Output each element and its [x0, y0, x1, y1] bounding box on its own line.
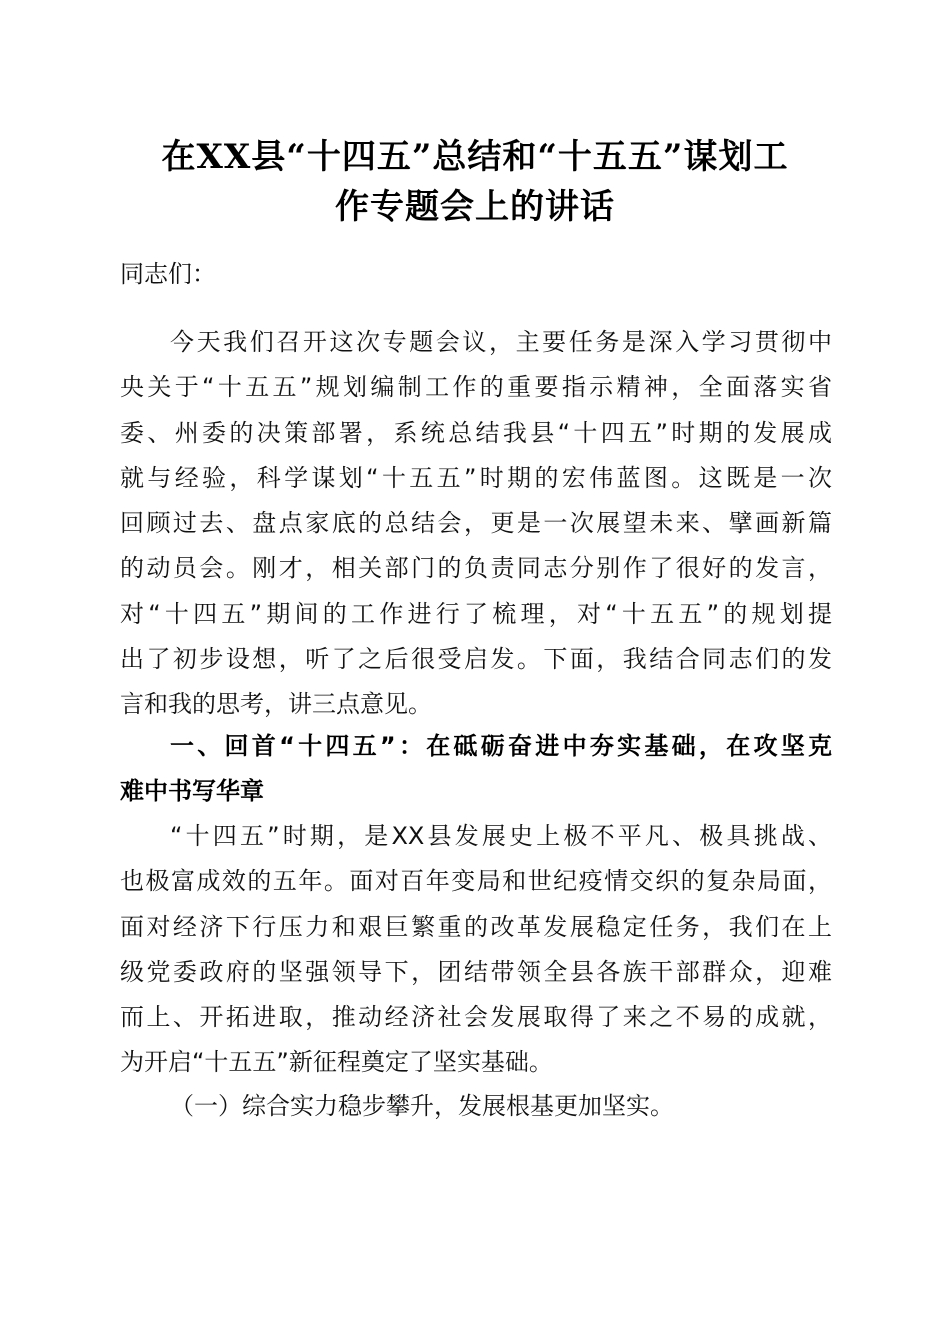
title-line: 在XX县“十四五”总结和“十五五”谋划工 — [161, 137, 789, 177]
salutation-text: 同志们： — [120, 260, 216, 288]
paragraph-line: 就与经验，科学谋划“十五五”时期的宏伟蓝图。这既是一次 — [120, 463, 832, 492]
paragraph-line: 出了初步设想，听了之后很受启发。下面，我结合同志们的发 — [120, 645, 832, 674]
section-paragraph — [120, 814, 832, 1086]
heading-line: 难中书写华章 — [120, 777, 264, 806]
paragraph-line: 而上、开拓进取，推动经济社会发展取得了来之不易的成就， — [120, 1003, 832, 1032]
paragraph-line: 对“十四五”期间的工作进行了梳理，对“十五五”的规划提 — [120, 599, 832, 628]
paragraph-line: 为开启“十五五”新征程奠定了坚实基础。 — [120, 1048, 553, 1077]
paragraph-line: 今天我们召开这次专题会议，主要任务是深入学习贯彻中 — [170, 328, 832, 356]
paragraph-line: “十四五”时期，是XX县发展史上极不平凡、极具挑战、 — [170, 822, 832, 850]
intro-paragraph — [120, 320, 832, 728]
paragraph-line: 委、州委的决策部署，系统总结我县“十四五”时期的发展成 — [120, 418, 832, 447]
paragraph-line: 回顾过去、盘点家底的总结会，更是一次展望未来、擘画新篇 — [120, 509, 832, 538]
paragraph-line: 言和我的思考，讲三点意见。 — [120, 690, 432, 719]
title-line: 作专题会上的讲话 — [335, 187, 615, 227]
paragraph-line: 央关于“十五五”规划编制工作的重要指示精神，全面落实省 — [120, 373, 832, 402]
paragraph-line: 面对经济下行压力和艰巨繁重的改革发展稳定任务，我们在上 — [120, 912, 832, 941]
paragraph-line: 级党委政府的坚强领导下，团结带领全县各族干部群众，迎难 — [120, 957, 832, 986]
section-heading — [120, 724, 832, 815]
document-title — [100, 132, 850, 232]
paragraph-line: 也极富成效的五年。面对百年变局和世纪疫情交织的复杂局面， — [120, 867, 832, 896]
paragraph-line: 的动员会。刚才，相关部门的负责同志分别作了很好的发言， — [120, 554, 832, 583]
subheading-line: （一）综合实力稳步攀升，发展根基更加坚实。 — [170, 1092, 674, 1120]
salutation — [120, 252, 832, 297]
heading-line: 一、回首“十四五”：在砥砺奋进中夯实基础，在攻坚克 — [170, 732, 832, 760]
subsection-heading — [120, 1084, 832, 1129]
